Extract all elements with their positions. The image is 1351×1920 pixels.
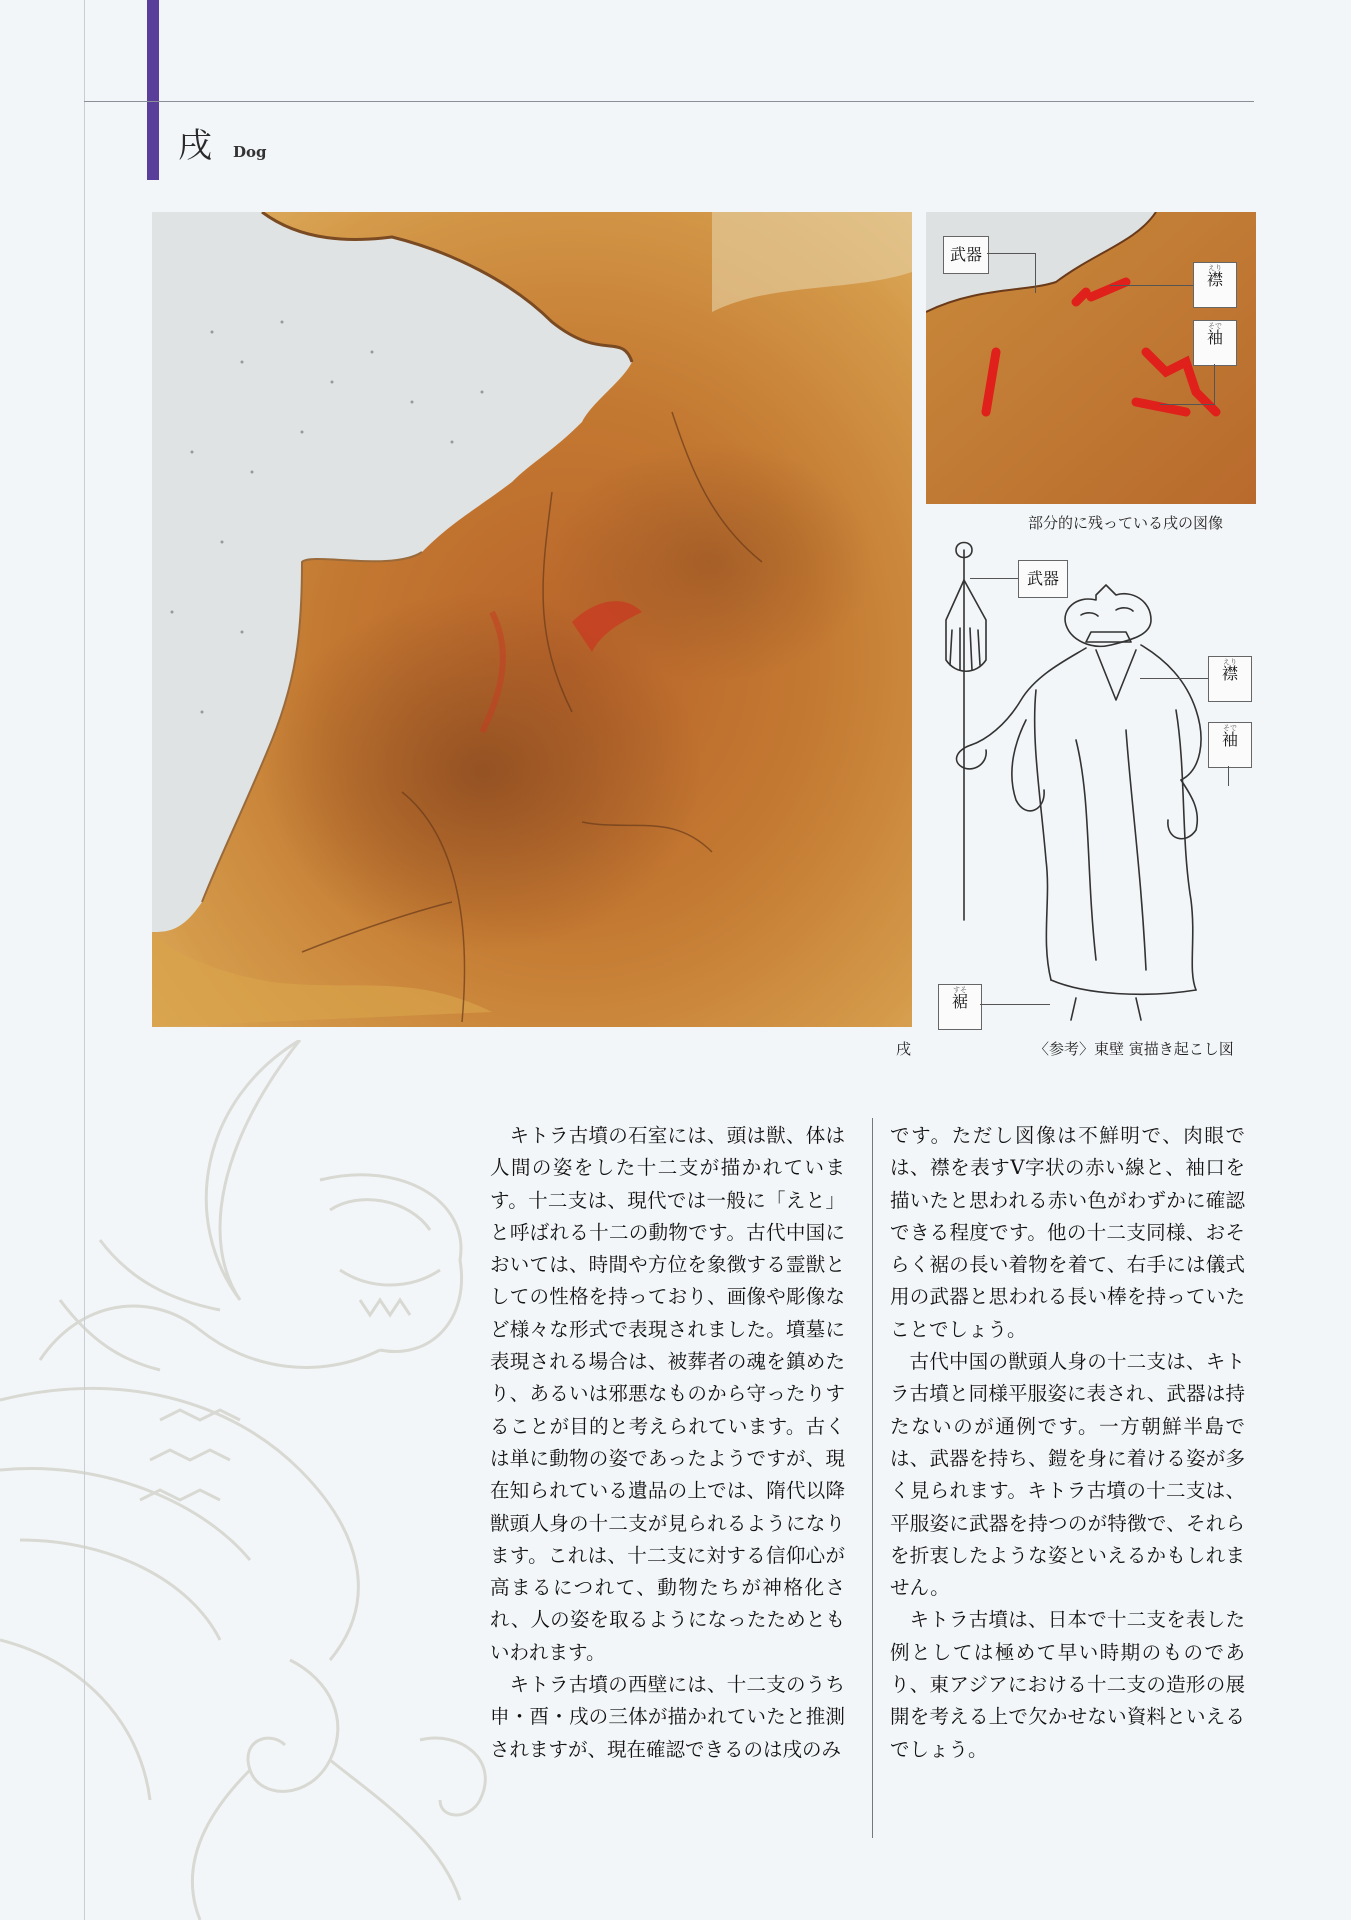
line-drawing-tiger-figure	[926, 540, 1256, 1030]
label-collar-text: 襟	[1206, 270, 1223, 290]
label-weapon-drawing: 武器	[1018, 560, 1068, 598]
ruby-sleeve: そで	[1208, 322, 1222, 330]
label-collar-drawing-text: 襟	[1221, 664, 1238, 684]
ruby-collar: えり	[1208, 264, 1222, 272]
mural-photo-dog	[152, 212, 912, 1027]
caption-drawing: 〈参考〉東壁 寅描き起こし図	[1034, 1040, 1234, 1058]
body-paragraph-2: キトラ古墳の西壁には、十二支のうち申・酉・戌の三体が描かれていたと推測されますが、現在確認できるのは戌のみ	[490, 1673, 845, 1761]
label-weapon-detail: 武器	[943, 236, 989, 274]
body-text-right-column	[890, 1120, 1245, 1766]
body-paragraph-1: キトラ古墳の石室には、頭は獣、体は人間の姿をした十二支が描かれています。十二支は、現代では一般に「えと」と呼ばれる十二の動物です。古代中国においては、時間や方位を象徴する霊獣としての性格を持っており、画像や彫像など様々な形式で表現されました。墳墓に表現される場合は、被葬者の魂を鎮めたり、あるいは邪悪なものから守ったりすることが目的と考えられています。古くは単に動物の姿であったようですが、現在知られている遺品の上では、隋代以降獣頭人身の十二支が見られるようになります。これは、十二支に対する信仰心が高まるにつれて、動物たちが神格化され、人の姿を取るようになったためともいわれます。	[490, 1124, 845, 1664]
caption-main-photo: 戌	[896, 1040, 912, 1058]
ruby-collar-drawing: えり	[1223, 658, 1237, 666]
label-sleeve-drawing	[1208, 722, 1252, 768]
label-collar-drawing	[1208, 656, 1252, 702]
section-title-kanji: 戌	[178, 126, 212, 166]
body-paragraph-4: キトラ古墳は、日本で十二支を表した例としては極めて早い時期のものであり、東アジアにおける十二支の造形の展開を考える上で欠かせない資料といえるでしょう。	[890, 1608, 1245, 1761]
body-text-left-column	[490, 1120, 845, 1766]
label-collar-detail	[1193, 262, 1237, 308]
caption-detail-photo: 部分的に残っている戌の図像	[1028, 514, 1224, 532]
ruby-hem: すそ	[953, 986, 967, 994]
body-paragraph-2-cont: です。ただし図像は不鮮明で、肉眼では、襟を表すV字状の赤い線と、袖口を描いたと思われる赤い色がわずかに確認できる程度です。他の十二支同様、おそらく裾の長い着物を着て、右手には儀式用の武器と思われる長い棒を持っていたことでしょう。	[890, 1124, 1245, 1341]
label-sleeve-drawing-text: 袖	[1221, 730, 1238, 750]
header-rule	[84, 101, 1254, 102]
ruby-sleeve-drawing: そで	[1223, 724, 1237, 732]
section-accent-bar	[147, 0, 159, 180]
label-hem-text: 裾	[951, 992, 968, 1012]
label-sleeve-detail	[1193, 320, 1237, 366]
column-divider	[872, 1118, 873, 1838]
body-paragraph-3: 古代中国の獣頭人身の十二支は、キトラ古墳と同様平服姿に表され、武器は持たないのが通例です。一方朝鮮半島では、武器を持ち、鎧を身に着ける姿が多く見られます。キトラ古墳の十二支は、平服姿に武器を持つのが特徴で、それらを折衷したような姿といえるかもしれません。	[890, 1350, 1245, 1600]
label-sleeve-text: 袖	[1206, 328, 1223, 348]
section-title-english: Dog	[233, 143, 267, 161]
page-margin-rule	[84, 0, 85, 1920]
label-hem-drawing	[938, 984, 982, 1030]
